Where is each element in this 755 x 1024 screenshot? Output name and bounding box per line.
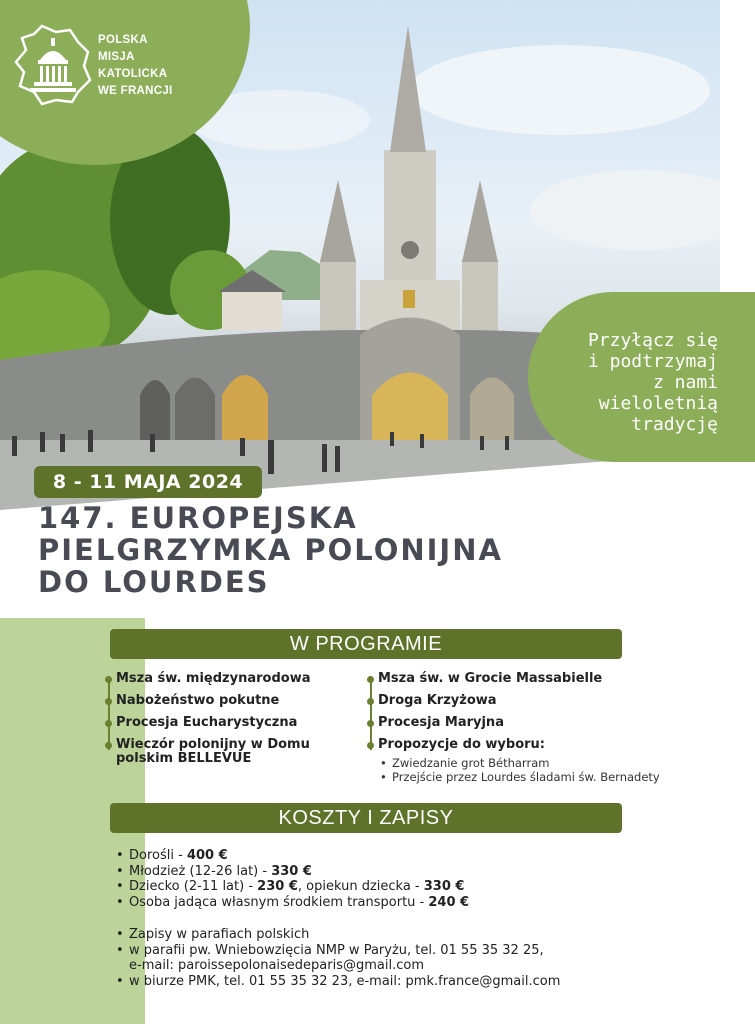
timeline-line <box>108 678 110 750</box>
join-line-2: i podtrzymaj <box>587 351 718 372</box>
program-left-column <box>116 672 351 766</box>
price-row: • Osoba jadąca własnym środkiem transportu - 240 € <box>112 895 560 911</box>
registration-email: e-mail: paroissepolonaisedeparis@gmail.com <box>129 958 425 973</box>
program-heading: W PROGRAMIE <box>110 629 622 659</box>
title-line-3: DO LOURDES <box>38 565 270 599</box>
option-item: • Zwiedzanie grot Bétharram <box>378 756 738 770</box>
price-row: • Dorośli - 400 € <box>112 848 560 864</box>
join-line-1: Przyłącz się <box>587 330 718 351</box>
program-item: Procesja Maryjna <box>378 716 738 730</box>
title-line-1: 147. EUROPEJSKA <box>38 501 358 535</box>
timeline-line <box>370 678 372 750</box>
church-in-france-map-icon <box>12 22 94 106</box>
program-item: Msza św. w Grocie Massabielle <box>378 672 738 686</box>
program-item: Droga Krzyżowa <box>378 694 738 708</box>
program-item: Wieczór polonijny w Domu polskim BELLEVUE <box>116 738 341 766</box>
join-line-5: tradycję <box>631 414 718 435</box>
options-list <box>378 756 738 784</box>
price-row: • Młodzież (12-26 lat) - 330 € <box>112 864 560 880</box>
title-line-2: PIELGRZYMKA POLONIJNA <box>38 533 503 567</box>
join-line-4: wieloletnią <box>598 393 718 414</box>
join-line-3: z nami <box>652 372 718 393</box>
program-item: Propozycje do wyboru: <box>378 738 738 752</box>
event-date-badge: 8 - 11 MAJA 2024 <box>34 466 262 498</box>
costs-list <box>112 848 560 989</box>
registration-line: • w biurze PMK, tel. 01 55 35 32 23, e-mail: pmk.france@gmail.com <box>112 974 560 990</box>
org-line-3: KATOLICKA <box>98 68 168 80</box>
org-line-4: WE FRANCJI <box>98 85 173 97</box>
price-row: • Dziecko (2-11 lat) - 230 €, opiekun dziecka - 330 € <box>112 879 560 895</box>
organization-name <box>98 32 173 100</box>
program-right-column <box>378 672 738 784</box>
org-line-1: POLSKA <box>98 34 148 46</box>
program-item: Procesja Eucharystyczna <box>116 716 351 730</box>
org-line-2: MISJA <box>98 51 135 63</box>
program-item: Msza św. międzynarodowa <box>116 672 351 686</box>
join-callout <box>548 330 718 435</box>
program-item: Nabożeństwo pokutne <box>116 694 351 708</box>
costs-heading: KOSZTY I ZAPISY <box>110 803 622 833</box>
option-item: • Przejście przez Lourdes śladami św. Bernadety <box>378 770 738 784</box>
event-title <box>38 502 503 598</box>
registration-line: • w parafii pw. Wniebowzięcia NMP w Paryżu, tel. 01 55 35 32 25, <box>112 943 560 959</box>
registration-line: • Zapisy w parafiach polskich <box>112 927 560 943</box>
